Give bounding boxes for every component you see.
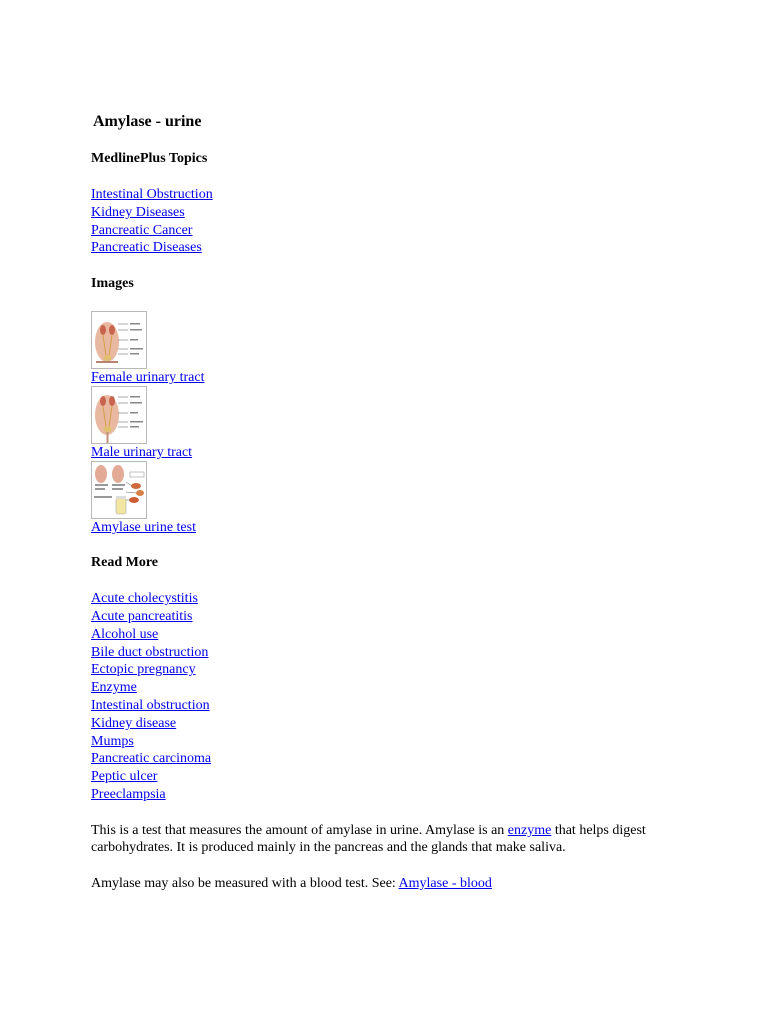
intro-paragraph xyxy=(91,822,711,857)
topics-list xyxy=(91,186,711,257)
list-item xyxy=(91,222,711,240)
read-more-heading: Read More xyxy=(91,555,158,571)
enzyme-inline-link[interactable]: enzyme xyxy=(507,822,552,838)
female-urinary-tract-thumbnail[interactable] xyxy=(91,311,147,369)
amylase-urine-test-link[interactable]: Amylase urine test xyxy=(91,520,196,536)
list-item xyxy=(91,697,711,715)
image-item-male xyxy=(91,386,711,461)
read-more-link-intestinal-obstruction[interactable]: Intestinal obstruction xyxy=(91,697,210,713)
male-urinary-tract-link[interactable]: Male urinary tract xyxy=(91,445,193,461)
amylase-blood-link[interactable]: Amylase - blood xyxy=(398,875,492,891)
read-more-link-acute-pancreatitis[interactable]: Acute pancreatitis xyxy=(91,608,193,624)
list-item xyxy=(91,204,711,222)
read-more-link-ectopic-pregnancy[interactable]: Ectopic pregnancy xyxy=(91,662,196,678)
page-title: Amylase - urine xyxy=(93,113,202,130)
list-item xyxy=(91,768,711,786)
main-content xyxy=(91,150,711,892)
image-item-female xyxy=(91,311,711,386)
list-item xyxy=(91,644,711,662)
image-item-amylase xyxy=(91,461,711,536)
amylase-urine-test-thumbnail[interactable] xyxy=(91,461,147,519)
list-item xyxy=(91,661,711,679)
read-more-link-acute-cholecystitis[interactable]: Acute cholecystitis xyxy=(91,591,198,607)
images-heading: Images xyxy=(91,276,134,292)
male-urinary-tract-thumbnail[interactable] xyxy=(91,386,147,444)
blood-test-text: Amylase may also be measured with a blood test. See: xyxy=(91,875,399,891)
read-more-link-bile-duct-obstruction[interactable]: Bile duct obstruction xyxy=(91,644,209,660)
blood-test-paragraph xyxy=(91,875,711,893)
list-item xyxy=(91,239,711,257)
list-item xyxy=(91,608,711,626)
topic-link-intestinal-obstruction[interactable]: Intestinal Obstruction xyxy=(91,187,213,202)
list-item xyxy=(91,626,711,644)
read-more-link-peptic-ulcer[interactable]: Peptic ulcer xyxy=(91,769,158,785)
list-item xyxy=(91,679,711,697)
list-item xyxy=(91,733,711,751)
topics-heading: MedlinePlus Topics xyxy=(91,151,208,166)
list-item xyxy=(91,786,711,804)
read-more-link-kidney-disease[interactable]: Kidney disease xyxy=(91,715,177,731)
list-item xyxy=(91,590,711,608)
topic-link-kidney-diseases[interactable]: Kidney Diseases xyxy=(91,204,185,220)
female-urinary-tract-link[interactable]: Female urinary tract xyxy=(91,370,205,386)
read-more-link-preeclampsia[interactable]: Preeclampsia xyxy=(91,786,166,802)
topic-link-pancreatic-cancer[interactable]: Pancreatic Cancer xyxy=(91,222,193,238)
topic-link-pancreatic-diseases[interactable]: Pancreatic Diseases xyxy=(91,240,202,256)
list-item xyxy=(91,750,711,768)
read-more-link-enzyme[interactable]: Enzyme xyxy=(91,680,137,696)
intro-text-before: This is a test that measures the amount of amylase in urine. Amylase is an xyxy=(91,822,508,838)
list-item xyxy=(91,186,711,204)
list-item xyxy=(91,715,711,733)
read-more-link-alcohol-use[interactable]: Alcohol use xyxy=(91,626,159,642)
read-more-link-pancreatic-carcinoma[interactable]: Pancreatic carcinoma xyxy=(91,751,212,767)
intro-text-after: that helps digest carbohydrates. It is produced mainly in the pancreas and the glands that make saliva. xyxy=(91,822,646,856)
read-more-list xyxy=(91,590,711,804)
read-more-link-mumps[interactable]: Mumps xyxy=(91,733,134,749)
